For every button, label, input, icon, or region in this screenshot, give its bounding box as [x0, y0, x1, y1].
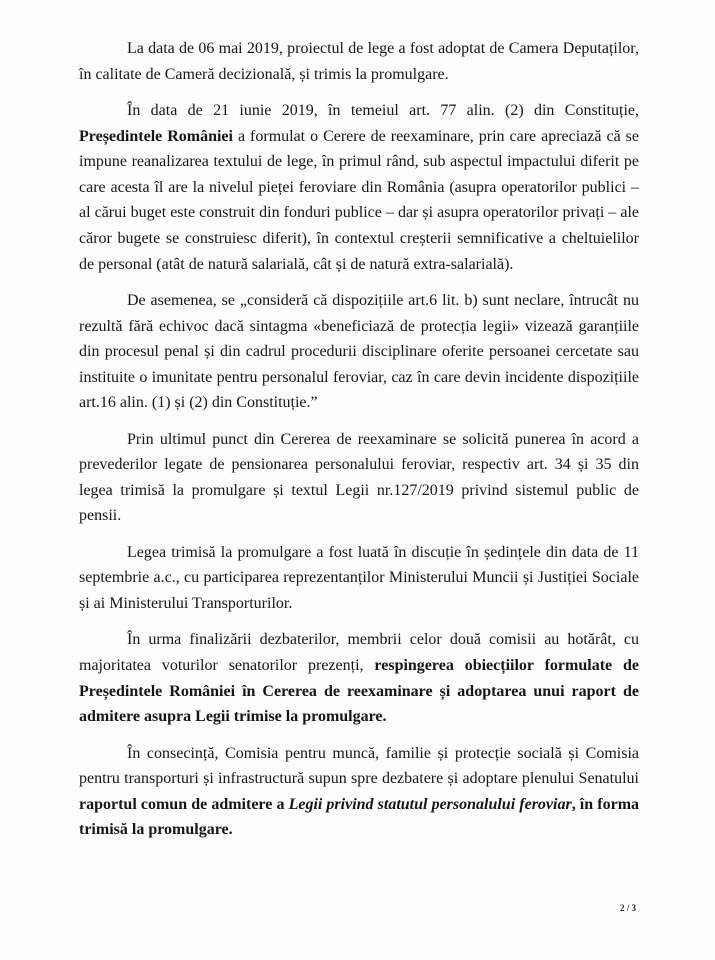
paragraph-6: [79, 627, 639, 729]
document-body: [79, 36, 639, 854]
paragraph-6-bold: respingerea obiecțiilor formulate de Președintele României în Cererea de reexaminare și adoptarea unui raport de admitere asupra Legii trimise la promulgare.: [79, 657, 640, 726]
paragraph-2-text-b: a formulat o Cerere de reexaminare, prin care apreciază că se impune reanalizarea textului de lege, în primul rând, sub aspectul impactului diferit pe care acesta îl are la nivelul pieței feroviare din România (asupra operatorilor publici – al cărui buget este construit din fonduri publice – dar și asupra operatorilor privați – ale căror bugete se construiesc diferit), în contextul creșterii semnificative a cheltuielilor de personal (atât de natură salarială, cât și de natură extra-salarială).: [79, 127, 639, 273]
page-number: 2 / 3: [620, 903, 637, 913]
paragraph-7-bold-b: , în forma trimisă la promulgare.: [79, 795, 640, 839]
paragraph-7-bold-a: raportul comun de admitere a: [79, 795, 289, 813]
paragraph-2-bold: Președintele României: [79, 127, 233, 145]
paragraph-4-text: Prin ultimul punct din Cererea de reexaminare se solicită punerea în acord a prevederilor legate de pensionarea personalului feroviar, respectiv art. 34 și 35 din legea trimisă la promulgare și textul Legii nr.127/2019 privind sistemul public de pensii.: [79, 430, 639, 525]
paragraph-2-text-a: În data de 21 iunie 2019, în temeiul art. 77 alin. (2) din Constituție,: [127, 101, 639, 119]
law-title: Legii privind statutul personalului feroviar: [288, 795, 572, 813]
paragraph-5-text: Legea trimisă la promulgare a fost luată în discuție în ședințele din data de 11 septembrie a.c., cu participarea reprezentanților Ministerului Muncii și Justiției Sociale și ai Ministerului Transporturilor.: [79, 543, 639, 613]
paragraph-1: [79, 36, 639, 87]
paragraph-3: [79, 288, 639, 416]
paragraph-5: [79, 540, 639, 617]
paragraph-7: [79, 741, 639, 843]
paragraph-7-bold-italic: [289, 796, 572, 813]
paragraph-2: [79, 98, 639, 277]
paragraph-6-text: În urma finalizării dezbaterilor, membrii celor două comisii au hotărât, cu majoritatea voturilor senatorilor prezenți,: [79, 631, 639, 675]
paragraph-1-text: La data de 06 mai 2019, proiectul de lege a fost adoptat de Camera Deputaților, în calitate de Cameră decizională, și trimis la promulgare.: [79, 40, 639, 83]
paragraph-7-text: În consecință, Comisia pentru muncă, familie și protecție socială și Comisia pentru transporturi și infrastructură supun spre dezbatere și adoptare plenului Senatului: [79, 744, 639, 788]
paragraph-4: [79, 427, 639, 529]
paragraph-3-text: De asemenea, se „consideră că dispozițiile art.6 lit. b) sunt neclare, întrucât nu rezultă fără echivoc dacă sintagma «beneficiază de protecția legii» vizează garanțiile din procesul penal și din cadrul procedurii disciplinare oferite persoanei cercetate sau instituite o imunitate pentru personalul feroviar, caz în care devin incidente dispozițiile art.16 alin. (1) și (2) din Constituție.”: [79, 291, 639, 412]
